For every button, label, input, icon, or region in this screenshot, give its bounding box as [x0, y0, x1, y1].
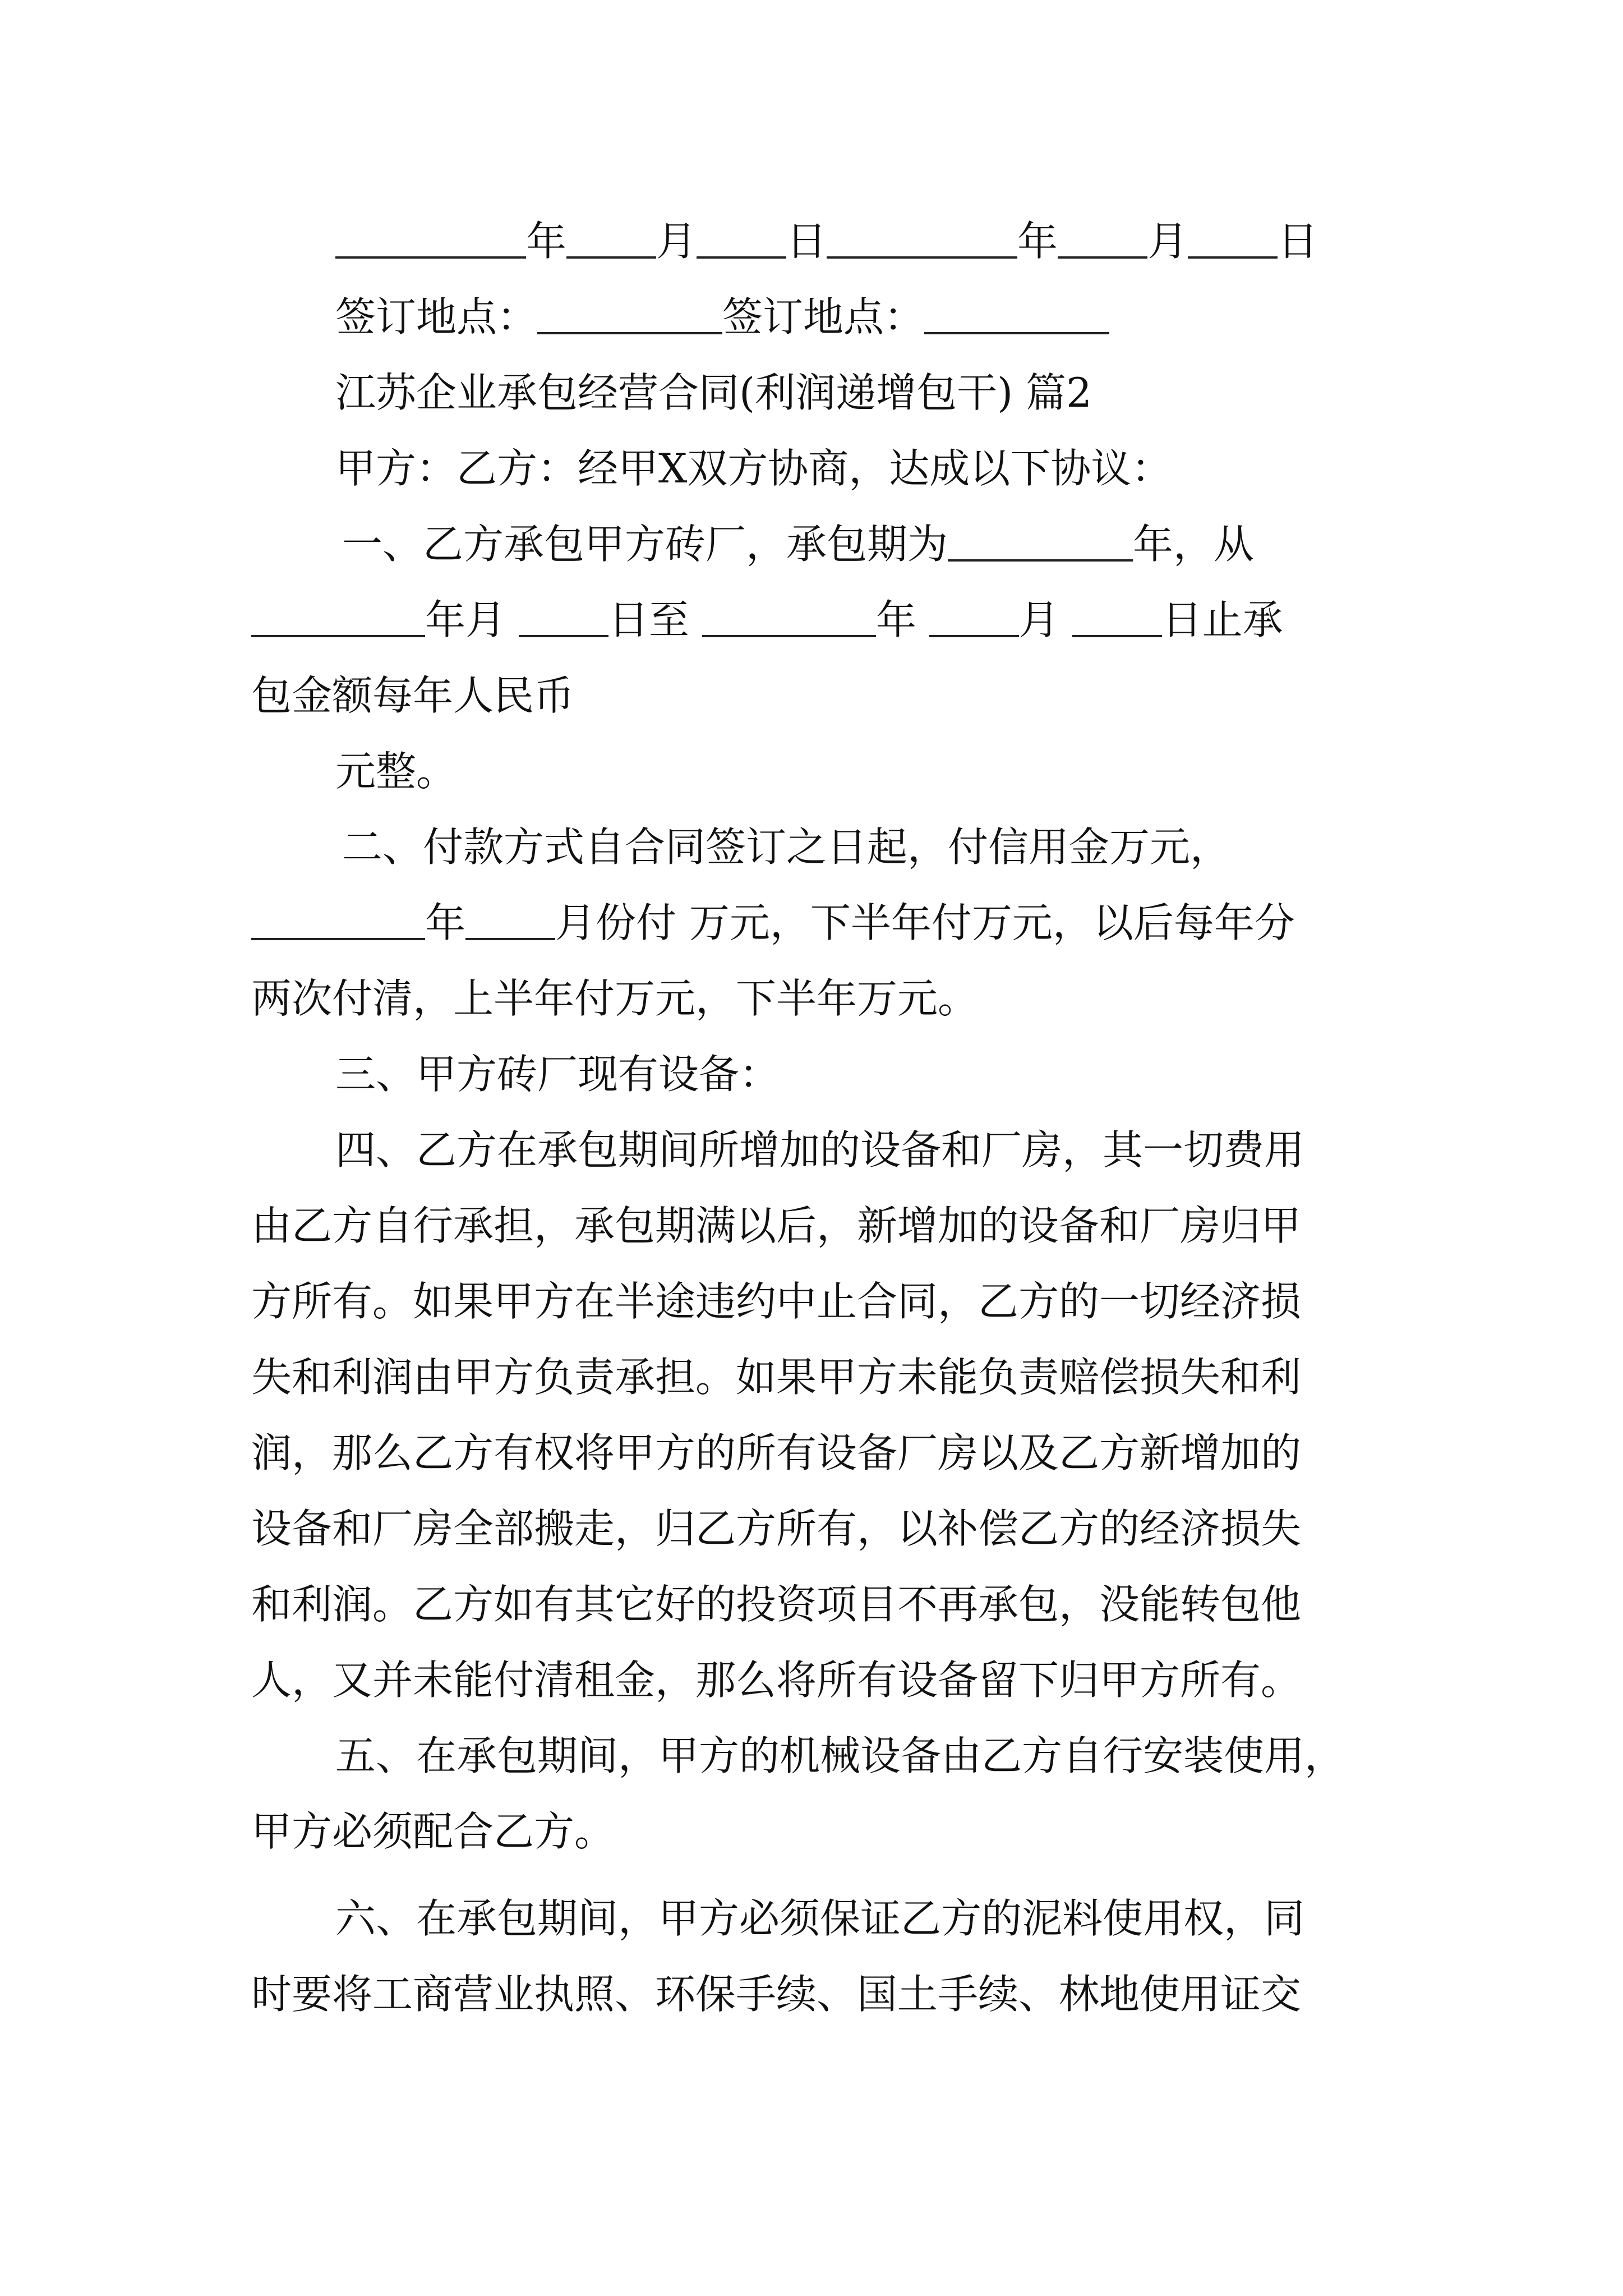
clause1-text-c: 年月	[425, 596, 506, 643]
clause1-text-g: 日止承	[1161, 596, 1283, 643]
clause1-line4: 元整。	[335, 748, 457, 795]
clause5-line1: 五、在承包期间，甲方的机械设备由乙方自行安装使用，	[335, 1732, 1345, 1779]
sign-place-blank-1	[537, 296, 722, 334]
clause1-text-b: 年，从	[1133, 521, 1255, 568]
clause4-line3: 方所有。如果甲方在半途违约中止合同，乙方的一切经济损	[251, 1278, 1302, 1325]
sign-place-line	[335, 289, 1463, 345]
year-blank-1	[335, 220, 526, 259]
day-blank-2	[1188, 220, 1278, 259]
clause2-text-b: 月份付 万元，下半年付万元，以后每年分	[555, 899, 1295, 946]
clause1-text-e: 年	[875, 596, 916, 643]
clause4-line5: 润，那么乙方有权将甲方的所有设备厂房以及乙方新增加的	[251, 1429, 1302, 1476]
month-blank-1	[566, 220, 656, 259]
year-blank-2	[827, 220, 1017, 259]
date-line	[335, 213, 1463, 269]
clause2-text-a: 年	[425, 899, 466, 946]
clause2-line3: 两次付清，上半年付万元，下半年万元。	[251, 975, 979, 1022]
day-blank-1	[697, 220, 786, 259]
clause1-line3: 包金额每年人民币	[251, 672, 575, 719]
clause6-line1: 六、在承包期间，甲方必须保证乙方的泥料使用权，同	[335, 1895, 1305, 1942]
day-label-2: 日	[1278, 218, 1318, 265]
day-label-1: 日	[786, 218, 827, 265]
clause3-line: 三、甲方砖厂现有设备：	[335, 1051, 780, 1098]
sign-place-blank-2	[924, 296, 1109, 334]
clause1-line1	[342, 516, 1469, 572]
contract-subtitle: 江苏企业承包经营合同(利润递增包干) 篇2	[335, 369, 1092, 416]
clause4-line4: 失和利润由甲方负责承担。如果甲方未能负责赔偿损失和利	[251, 1354, 1302, 1401]
end-day-blank	[1072, 599, 1162, 637]
year-label-1: 年	[526, 218, 567, 265]
year-label-2: 年	[1017, 218, 1058, 265]
clause4-line1: 四、乙方在承包期间所增加的设备和厂房，其一切费用	[335, 1126, 1305, 1174]
clause4-line8: 人，又并未能付清租金，那么将所有设备留下归甲方所有。	[251, 1657, 1302, 1704]
clause2-line1: 二、付款方式自合同签订之日起，付信用金万元，	[342, 823, 1231, 871]
clause1-text-d: 日至	[608, 596, 689, 643]
clause1-text-f: 月	[1018, 596, 1059, 643]
clause1-text-a: 一、乙方承包甲方砖厂，承包期为	[342, 521, 948, 568]
payment-year-blank	[251, 902, 425, 940]
month-blank-2	[1058, 220, 1147, 259]
clause4-line7: 和利润。乙方如有其它好的投资项目不再承包，没能转包他	[251, 1581, 1302, 1628]
start-day-blank	[519, 599, 608, 637]
end-year-blank	[702, 599, 876, 637]
clause1-line2	[251, 592, 1378, 648]
clause6-line2: 时要将工商营业执照、环保手续、国土手续、林地使用证交	[251, 1971, 1302, 2018]
clause5-line2: 甲方必须配合乙方。	[251, 1808, 615, 1855]
parties-line: 甲方：乙方：经甲X双方协商，达成以下协议：	[335, 445, 1172, 492]
sign-place-label-1: 签订地点：	[335, 293, 538, 341]
clause4-line2: 由乙方自行承担，承包期满以后，新增加的设备和厂房归甲	[251, 1202, 1302, 1249]
term-years-blank	[948, 523, 1133, 562]
clause2-line2	[251, 895, 1378, 951]
clause4-line6: 设备和厂房全部搬走，归乙方所有，以补偿乙方的经济损失	[251, 1505, 1302, 1552]
month-label-1: 月	[656, 218, 697, 265]
payment-month-blank	[465, 902, 555, 940]
end-month-blank	[929, 599, 1019, 637]
start-year-blank	[251, 599, 425, 637]
sign-place-label-2: 签订地点：	[722, 293, 925, 341]
month-label-2: 月	[1147, 218, 1188, 265]
